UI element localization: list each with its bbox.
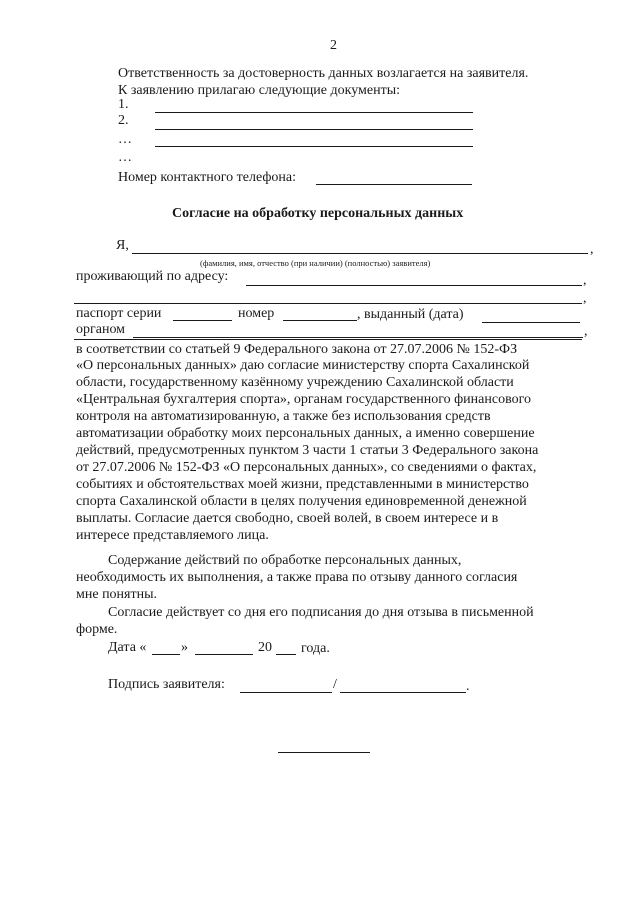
body-line: контроля на автоматизированную, а также без использования средств <box>76 409 491 424</box>
date-close-quote: » <box>181 640 188 655</box>
validity-line: Согласие действует со дня его подписания до дня отзыва в письменной <box>108 605 534 620</box>
address-line-1[interactable] <box>246 285 582 286</box>
passport-series-label: паспорт серии <box>76 306 162 321</box>
body-line: «О персональных данных» даю согласие министерству спорта Сахалинской <box>76 358 530 373</box>
list-marker-3: … <box>118 132 132 147</box>
body-line: интересе представляемого лица. <box>76 528 269 543</box>
address-line-2[interactable] <box>74 303 582 304</box>
content-line: необходимость их выполнения, а также права по отзыву данного согласия <box>76 570 518 585</box>
list-marker-4: … <box>118 150 132 165</box>
body-line: в соответствии со статьей 9 Федерального закона от 27.07.2006 № 152-ФЗ <box>76 342 518 357</box>
date-year-prefix: 20 <box>258 640 272 655</box>
signature-name-line[interactable] <box>340 692 466 693</box>
list-marker-1: 1. <box>118 97 129 112</box>
responsibility-text: Ответственность за достоверность данных возлагается на заявителя. <box>118 66 529 81</box>
address-line-2-comma: , <box>583 291 587 306</box>
passport-issued-label: , выданный (дата) <box>357 307 464 322</box>
signature-line[interactable] <box>240 692 332 693</box>
name-field-caption: (фамилия, имя, отчество (при наличии) (полностью) заявителя) <box>200 258 431 268</box>
body-line: «Центральная бухгалтерия спорта», органам государственного финансового <box>76 392 531 407</box>
body-line: от 27.07.2006 № 152-ФЗ «О персональных данных», со сведениями о фактах, <box>76 460 537 475</box>
signature-slash: / <box>333 677 337 692</box>
footer-separator <box>278 752 370 753</box>
body-line: действий, предусмотренных пунктом 3 части 1 статьи 3 Федерального закона <box>76 443 539 458</box>
list-marker-2: 2. <box>118 113 129 128</box>
date-year-line[interactable] <box>276 654 296 655</box>
date-month-line[interactable] <box>195 654 253 655</box>
passport-date-line[interactable] <box>482 322 580 323</box>
content-line: Содержание действий по обработке персональных данных, <box>108 553 462 568</box>
address-line-1-comma: , <box>583 273 587 288</box>
content-line: мне понятны. <box>76 587 158 602</box>
date-year-suffix: года. <box>301 641 330 656</box>
date-label: Дата « <box>108 640 147 655</box>
passport-number-label: номер <box>238 306 275 321</box>
applicant-name-line[interactable] <box>132 253 588 254</box>
signature-dot: . <box>466 679 470 694</box>
phone-label: Номер контактного телефона: <box>118 170 296 185</box>
attachment-line-3[interactable] <box>155 146 473 147</box>
attachment-line-2[interactable] <box>155 129 473 130</box>
page-number: 2 <box>330 38 337 53</box>
body-line: спорта Сахалинской области в целях получения единовременной денежной <box>76 494 527 509</box>
organ-line-comma: , <box>584 324 588 339</box>
body-line: области, государственному казённому учреждению Сахалинской области <box>76 375 514 390</box>
body-line: событиях и обстоятельствах моей жизни, представленными в министерство <box>76 477 529 492</box>
passport-series-line[interactable] <box>173 320 232 321</box>
passport-organ-label: органом <box>76 322 126 337</box>
ya-label: Я, <box>116 238 129 253</box>
passport-organ-line-2[interactable] <box>74 339 582 340</box>
body-line: выплаты. Согласие дается свободно, своей волей, в своем интересе и в <box>76 511 499 526</box>
date-day-line[interactable] <box>152 654 180 655</box>
address-label: проживающий по адресу: <box>76 269 229 284</box>
validity-line: форме. <box>76 622 118 637</box>
phone-field-line[interactable] <box>316 184 472 185</box>
passport-organ-line[interactable] <box>133 337 583 338</box>
attachment-line-1[interactable] <box>155 112 473 113</box>
name-line-comma: , <box>590 242 594 257</box>
signature-label: Подпись заявителя: <box>108 677 225 692</box>
consent-title: Согласие на обработку персональных данных <box>172 206 464 221</box>
body-line: автоматизации обработку моих персональных данных, а именно совершение <box>76 426 535 441</box>
attachments-intro: К заявлению прилагаю следующие документы: <box>118 83 401 98</box>
passport-number-line[interactable] <box>283 320 357 321</box>
